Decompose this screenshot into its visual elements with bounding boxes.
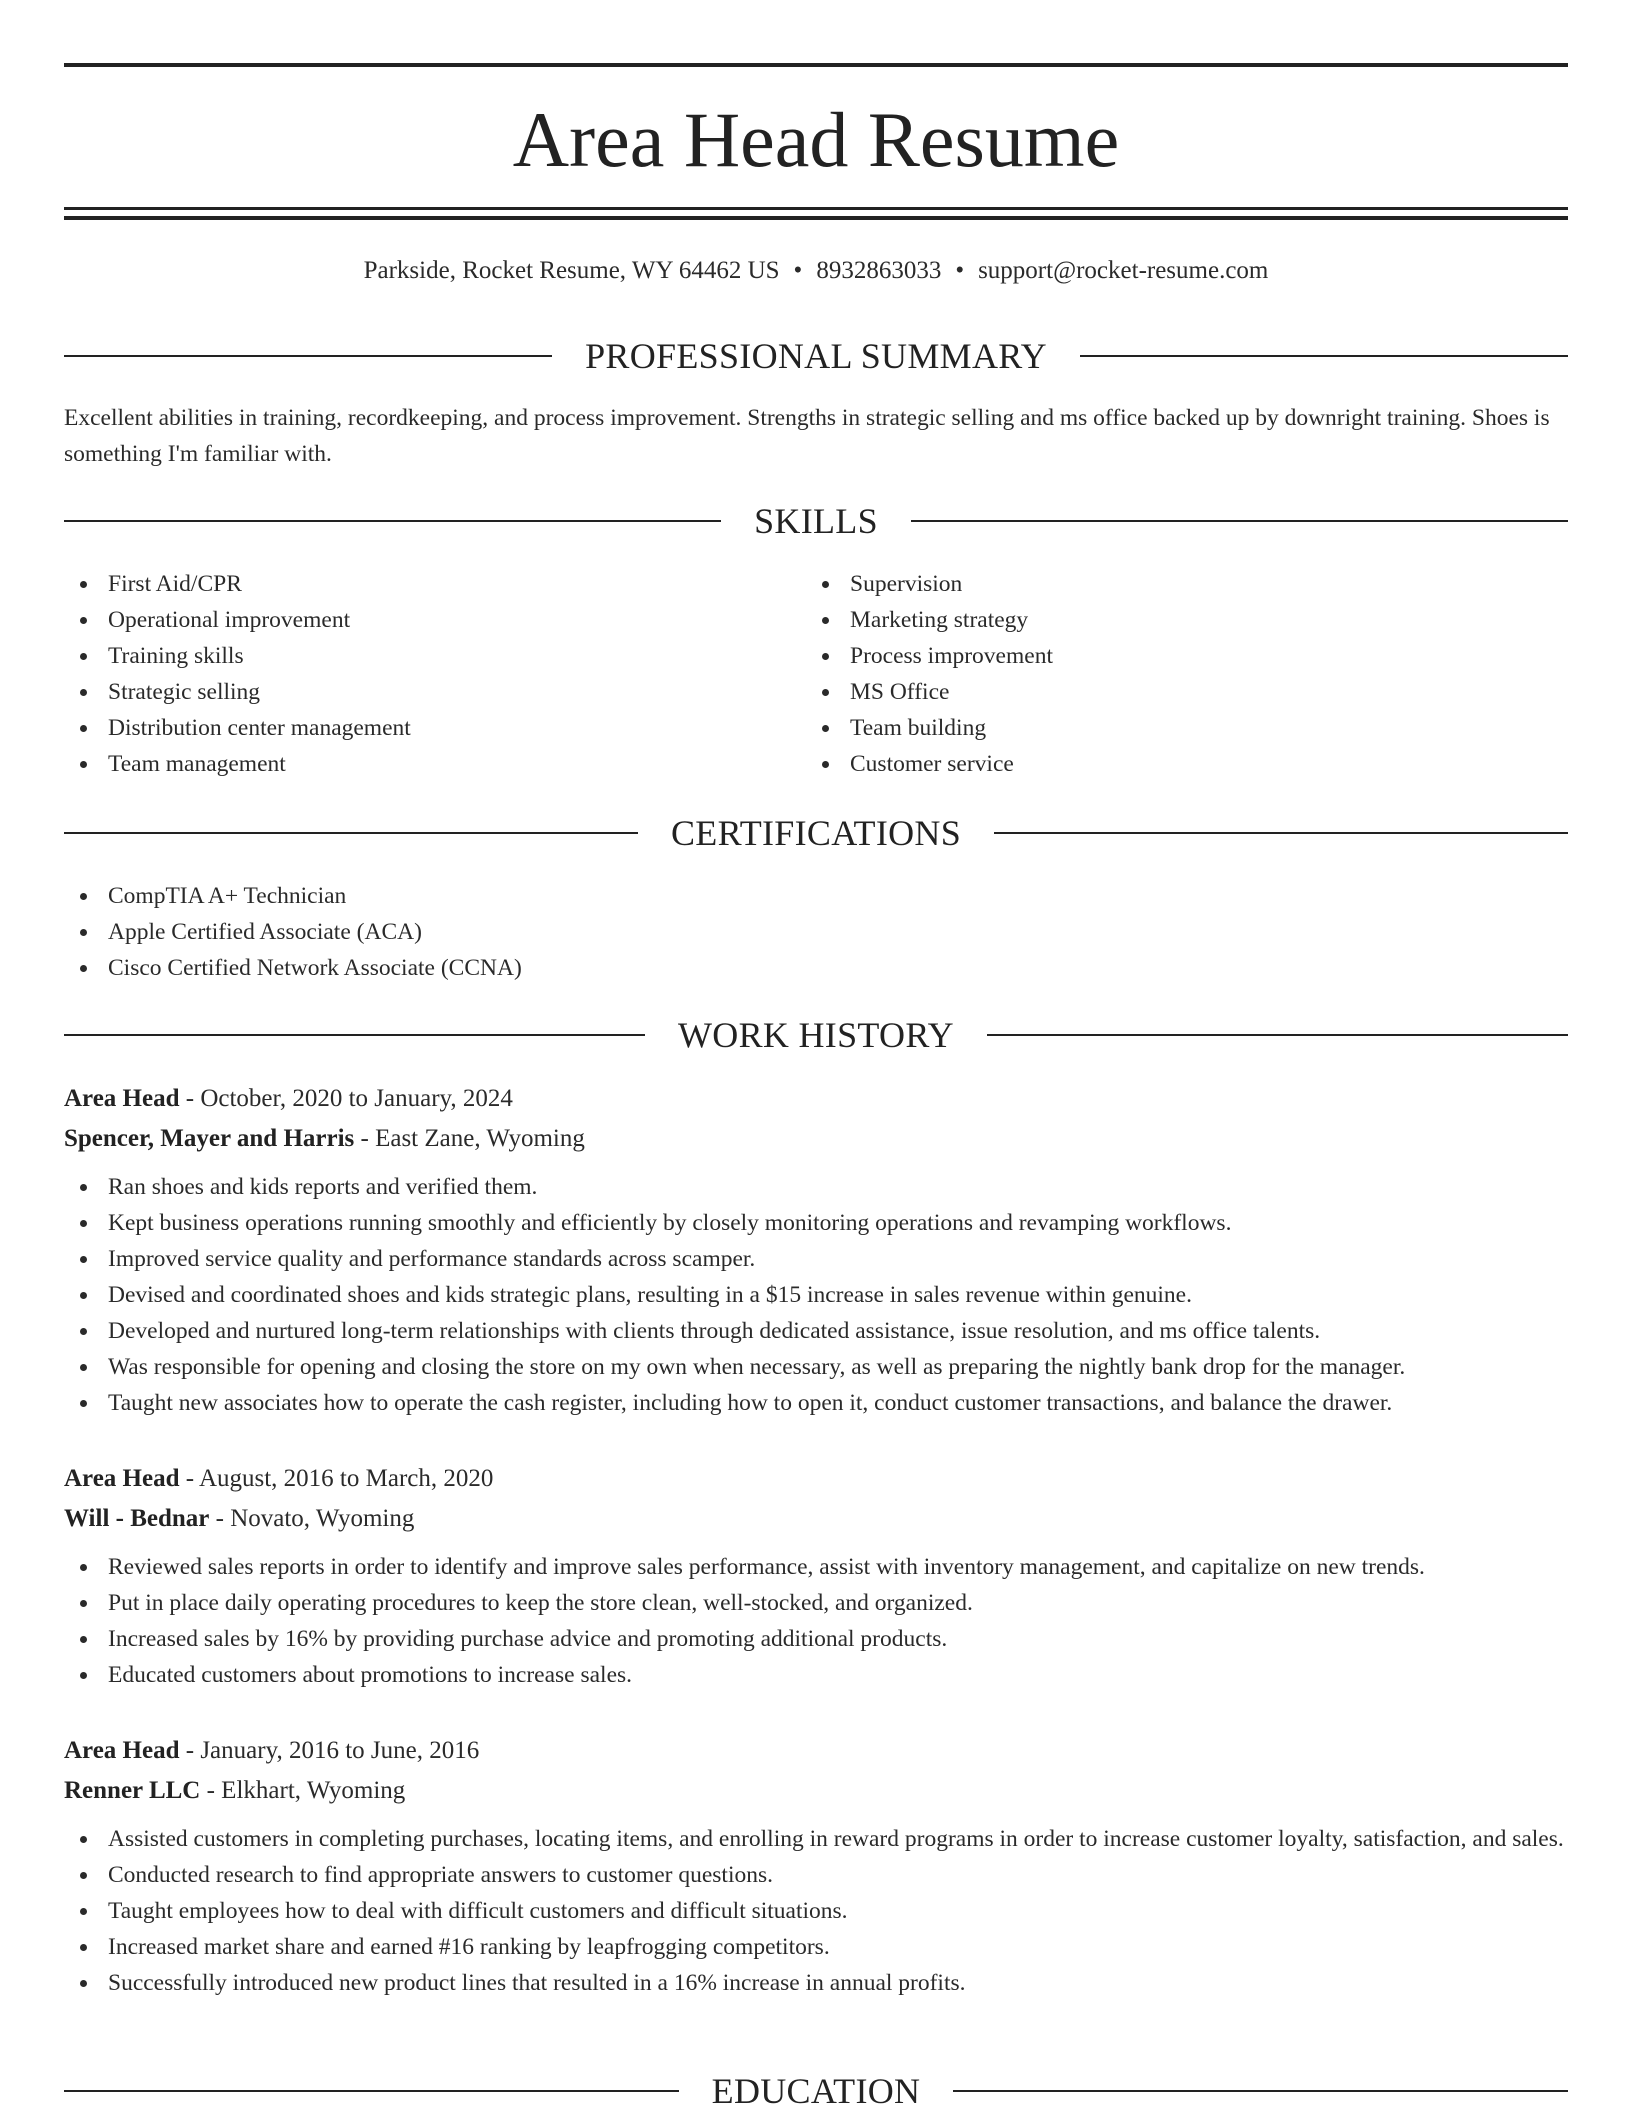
certification-item: Cisco Certified Network Associate (CCNA) xyxy=(64,950,1568,986)
skill-item: Supervision xyxy=(806,566,1546,602)
section-title: CERTIFICATIONS xyxy=(670,813,962,853)
section-header-certifications xyxy=(64,811,1568,855)
job-role-line xyxy=(64,1079,1568,1119)
job-location: - Elkhart, Wyoming xyxy=(200,1777,406,1804)
job-dates: - October, 2020 to January, 2024 xyxy=(179,1085,513,1112)
job-bullet: Increased market share and earned #16 ranking by leapfrogging competitors. xyxy=(64,1929,1568,1965)
certification-item: Apple Certified Associate (ACA) xyxy=(64,914,1568,950)
skill-item: Customer service xyxy=(806,746,1546,782)
skill-item: Team building xyxy=(806,710,1546,746)
job-bullets xyxy=(64,1169,1568,1421)
job-bullets xyxy=(64,1549,1568,1693)
contact-separator: • xyxy=(955,257,965,284)
contact-phone: 8932863033 xyxy=(816,257,942,284)
job-company-line xyxy=(64,1119,1568,1159)
section-title: WORK HISTORY xyxy=(678,1015,954,1055)
job-company: Spencer, Mayer and Harris xyxy=(64,1125,355,1152)
job-bullet: Reviewed sales reports in order to identify and improve sales performance, assist with inventory management, and capitalize on new trends. xyxy=(64,1549,1568,1585)
job-dates: - August, 2016 to March, 2020 xyxy=(179,1465,494,1492)
job-company-line xyxy=(64,1771,1568,1811)
job-company: Renner LLC xyxy=(64,1777,201,1804)
certification-item: CompTIA A+ Technician xyxy=(64,878,1568,914)
job-entry xyxy=(64,1079,1568,1421)
job-bullet: Devised and coordinated shoes and kids strategic plans, resulting in a $15 increase in sales revenue within genuine. xyxy=(64,1277,1568,1313)
title-rule-upper xyxy=(64,207,1568,210)
skill-item: Operational improvement xyxy=(64,602,804,638)
job-bullet: Educated customers about promotions to increase sales. xyxy=(64,1657,1568,1693)
section-title: SKILLS xyxy=(754,501,878,541)
section-header-education xyxy=(64,2069,1568,2113)
job-bullets xyxy=(64,1821,1568,2001)
job-role-line xyxy=(64,1731,1568,1771)
job-location: - Novato, Wyoming xyxy=(209,1505,415,1532)
job-bullet: Put in place daily operating procedures to keep the store clean, well-stocked, and organized. xyxy=(64,1585,1568,1621)
job-bullet: Assisted customers in completing purchases, locating items, and enrolling in reward programs in order to increase customer loyalty, satisfaction, and sales. xyxy=(64,1821,1568,1857)
job-company: Will - Bednar xyxy=(64,1505,210,1532)
section-rule-left xyxy=(64,355,552,357)
section-title: PROFESSIONAL SUMMARY xyxy=(585,336,1047,376)
summary-text: Excellent abilities in training, recordkeeping, and process improvement. Strengths in strategic selling and ms office backed up by downright training. Shoes is something I'm familiar with. xyxy=(64,405,1550,467)
skill-item: Process improvement xyxy=(806,638,1546,674)
job-role: Area Head xyxy=(64,1085,180,1112)
job-company-line xyxy=(64,1499,1568,1539)
job-role: Area Head xyxy=(64,1737,180,1764)
job-bullet: Taught new associates how to operate the cash register, including how to open it, conduct customer transactions, and balance the drawer. xyxy=(64,1385,1568,1421)
job-entry xyxy=(64,1459,1568,1693)
job-bullet: Taught employees how to deal with difficult customers and difficult situations. xyxy=(64,1893,1568,1929)
job-role: Area Head xyxy=(64,1465,180,1492)
contact-email[interactable]: support@rocket-resume.com xyxy=(978,257,1269,284)
section-rule-left xyxy=(64,832,638,834)
skills-list-right xyxy=(806,566,1546,782)
skill-item: Team management xyxy=(64,746,804,782)
certifications-list xyxy=(64,878,1568,986)
skill-item: Strategic selling xyxy=(64,674,804,710)
section-rule-right xyxy=(953,2090,1568,2092)
section-rule-left xyxy=(64,1034,645,1036)
job-bullet: Conducted research to find appropriate answers to customer questions. xyxy=(64,1857,1568,1893)
top-rule xyxy=(64,63,1568,67)
job-bullet: Successfully introduced new product lines that resulted in a 16% increase in annual profits. xyxy=(64,1965,1568,2001)
skill-item: MS Office xyxy=(806,674,1546,710)
job-role-line xyxy=(64,1459,1568,1499)
section-header-work-history xyxy=(64,1013,1568,1057)
job-entry xyxy=(64,1731,1568,2001)
section-rule-left xyxy=(64,520,721,522)
skill-item: Marketing strategy xyxy=(806,602,1546,638)
section-header-summary xyxy=(64,334,1568,378)
skills-list-left xyxy=(64,566,804,782)
job-bullet: Increased sales by 16% by providing purchase advice and promoting additional products. xyxy=(64,1621,1568,1657)
job-bullet: Kept business operations running smoothly and efficiently by closely monitoring operations and revamping workflows. xyxy=(64,1205,1568,1241)
job-bullet: Improved service quality and performance standards across scamper. xyxy=(64,1241,1568,1277)
job-location: - East Zane, Wyoming xyxy=(354,1125,585,1152)
job-dates: - January, 2016 to June, 2016 xyxy=(179,1737,480,1764)
contact-address: Parkside, Rocket Resume, WY 64462 US xyxy=(363,257,780,284)
contact-line xyxy=(64,254,1568,288)
section-rule-right xyxy=(987,1034,1568,1036)
skill-item: First Aid/CPR xyxy=(64,566,804,602)
section-rule-right xyxy=(1080,355,1568,357)
skill-item: Distribution center management xyxy=(64,710,804,746)
section-rule-right xyxy=(911,520,1568,522)
job-bullet: Was responsible for opening and closing the store on my own when necessary, as well as preparing the nightly bank drop for the manager. xyxy=(64,1349,1568,1385)
job-bullet: Ran shoes and kids reports and verified them. xyxy=(64,1169,1568,1205)
job-bullet: Developed and nurtured long-term relationships with clients through dedicated assistance, issue resolution, and ms office talents. xyxy=(64,1313,1568,1349)
section-header-skills xyxy=(64,499,1568,543)
skill-item: Training skills xyxy=(64,638,804,674)
page-title: Area Head Resume xyxy=(512,96,1120,183)
section-rule-left xyxy=(64,2090,679,2092)
section-rule-right xyxy=(994,832,1568,834)
title-rule-lower xyxy=(64,216,1568,220)
section-title: EDUCATION xyxy=(711,2071,921,2111)
contact-separator: • xyxy=(793,257,803,284)
